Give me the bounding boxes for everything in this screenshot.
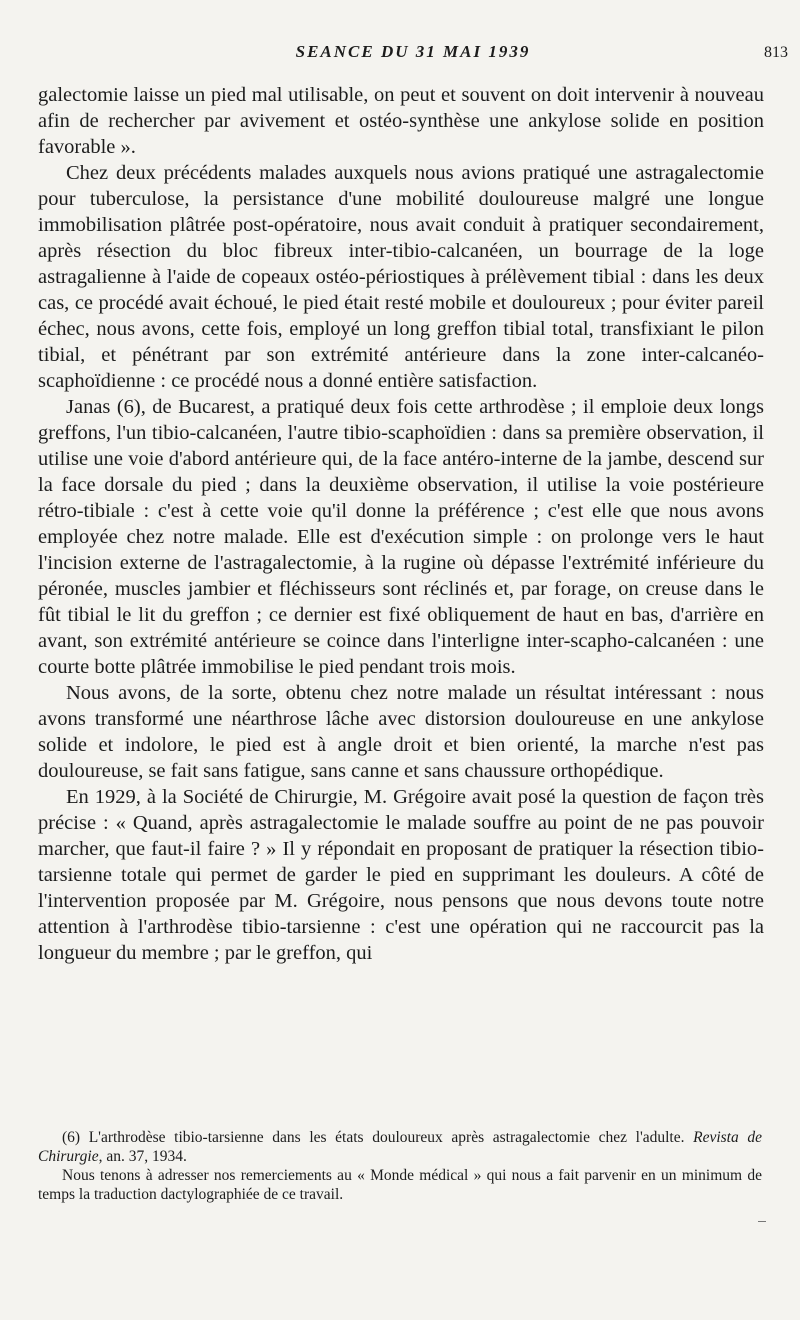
body-text	[38, 82, 764, 966]
page-header	[38, 40, 788, 66]
paragraph: Janas (6), de Bucarest, a pratiqué deux fois cette arthrodèse ; il emploie deux longs greffons, l'un tibio-calcanéen, l'autre tibio-scaphoïdien : dans sa première observation, il utilise une voie d'abord antérieure qui, de la face antéro-interne de la jambe, descend sur la face dorsale du pied ; dans la deuxième observation, il utilise la voie postérieure rétro-tibiale : c'est à cette voie qu'il donne la préférence ; c'est elle que nous avons employée chez notre malade. Elle est d'exécution simple : on prolonge vers le haut l'incision externe de l'astragalectomie, à la rugine où dépasse l'extrémité inférieure du péronée, muscles jambier et fléchisseurs sont réclinés et, par forage, on creuse dans le fût tibial le lit du greffon ; ce dernier est fixé obliquement de haut en bas, d'arrière en avant, son extrémité antérieure se coince dans l'interligne inter-scapho-calcanéen : une courte botte plâtrée immobilise le pied pendant trois mois.	[38, 396, 764, 678]
footnote-6-text: (6) L'arthrodèse tibio-tarsienne dans les états douloureux après astragalectomie chez l'adulte.	[62, 1129, 685, 1146]
margin-mark	[758, 1221, 766, 1222]
footnote-6	[38, 1128, 762, 1166]
paragraph-continuation: galectomie laisse un pied mal utilisable, on peut et souvent on doit intervenir à nouveau afin de rechercher par avivement et ostéo-synthèse une ankylose solide en position favorable ».	[38, 84, 764, 158]
paragraph: Nous avons, de la sorte, obtenu chez notre malade un résultat intéressant : nous avons transformé une néarthrose lâche avec distorsion douloureuse en une ankylose solide et indolore, le pied est à angle droit et bien orienté, la marche n'est pas douloureuse, se fait sans fatigue, sans canne et sans chaussure orthopédique.	[38, 682, 764, 782]
running-title: SEANCE DU 31 MAI 1939	[295, 42, 531, 61]
paragraph: Chez deux précédents malades auxquels nous avions pratiqué une astragalectomie pour tuberculose, la persistance d'une mobilité douloureuse malgré une longue immobilisation plâtrée post-opératoire, nous avait conduit à pratiquer secondairement, après résection du bloc fibreux inter-tibio-calcanéen, un bourrage de la loge astragalienne à l'aide de copeaux ostéo-périostiques à prélèvement tibial : dans les deux cas, ce procédé avait échoué, le pied était resté mobile et douloureux ; pour éviter pareil échec, nous avons, cette fois, employé un long greffon tibial total, transfixiant le pilon tibial, et pénétrant par son extrémité antérieure dans la zone inter-calcanéo-scaphoïdienne : ce procédé nous a donné entière satisfaction.	[38, 162, 764, 392]
paragraph: En 1929, à la Société de Chirurgie, M. Grégoire avait posé la question de façon très précise : « Quand, après astragalectomie le malade souffre au point de ne pas pouvoir marcher, que faut-il faire ? » Il y répondait en proposant de pratiquer la résection tibio-tarsienne totale qui permet de garder le pied en supprimant les douleurs. A côté de l'intervention proposée par M. Grégoire, nous pensons que nous devons toute notre attention à l'arthrodèse tibio-tarsienne : c'est une opération qui ne raccourcit pas la longueur du membre ; par le greffon, qui	[38, 786, 764, 964]
page-number: 813	[764, 44, 788, 61]
footnote-6-reference: , an. 37, 1934.	[98, 1148, 187, 1165]
footnote-6-journal: Revista de Chirurgie	[38, 1129, 762, 1165]
footnotes	[38, 1128, 762, 1204]
footnote-thanks: Nous tenons à adresser nos remerciements au « Monde médical » qui nous a fait parvenir en un minimum de temps la traduction dactylographiée de ce travail.	[38, 1167, 762, 1203]
